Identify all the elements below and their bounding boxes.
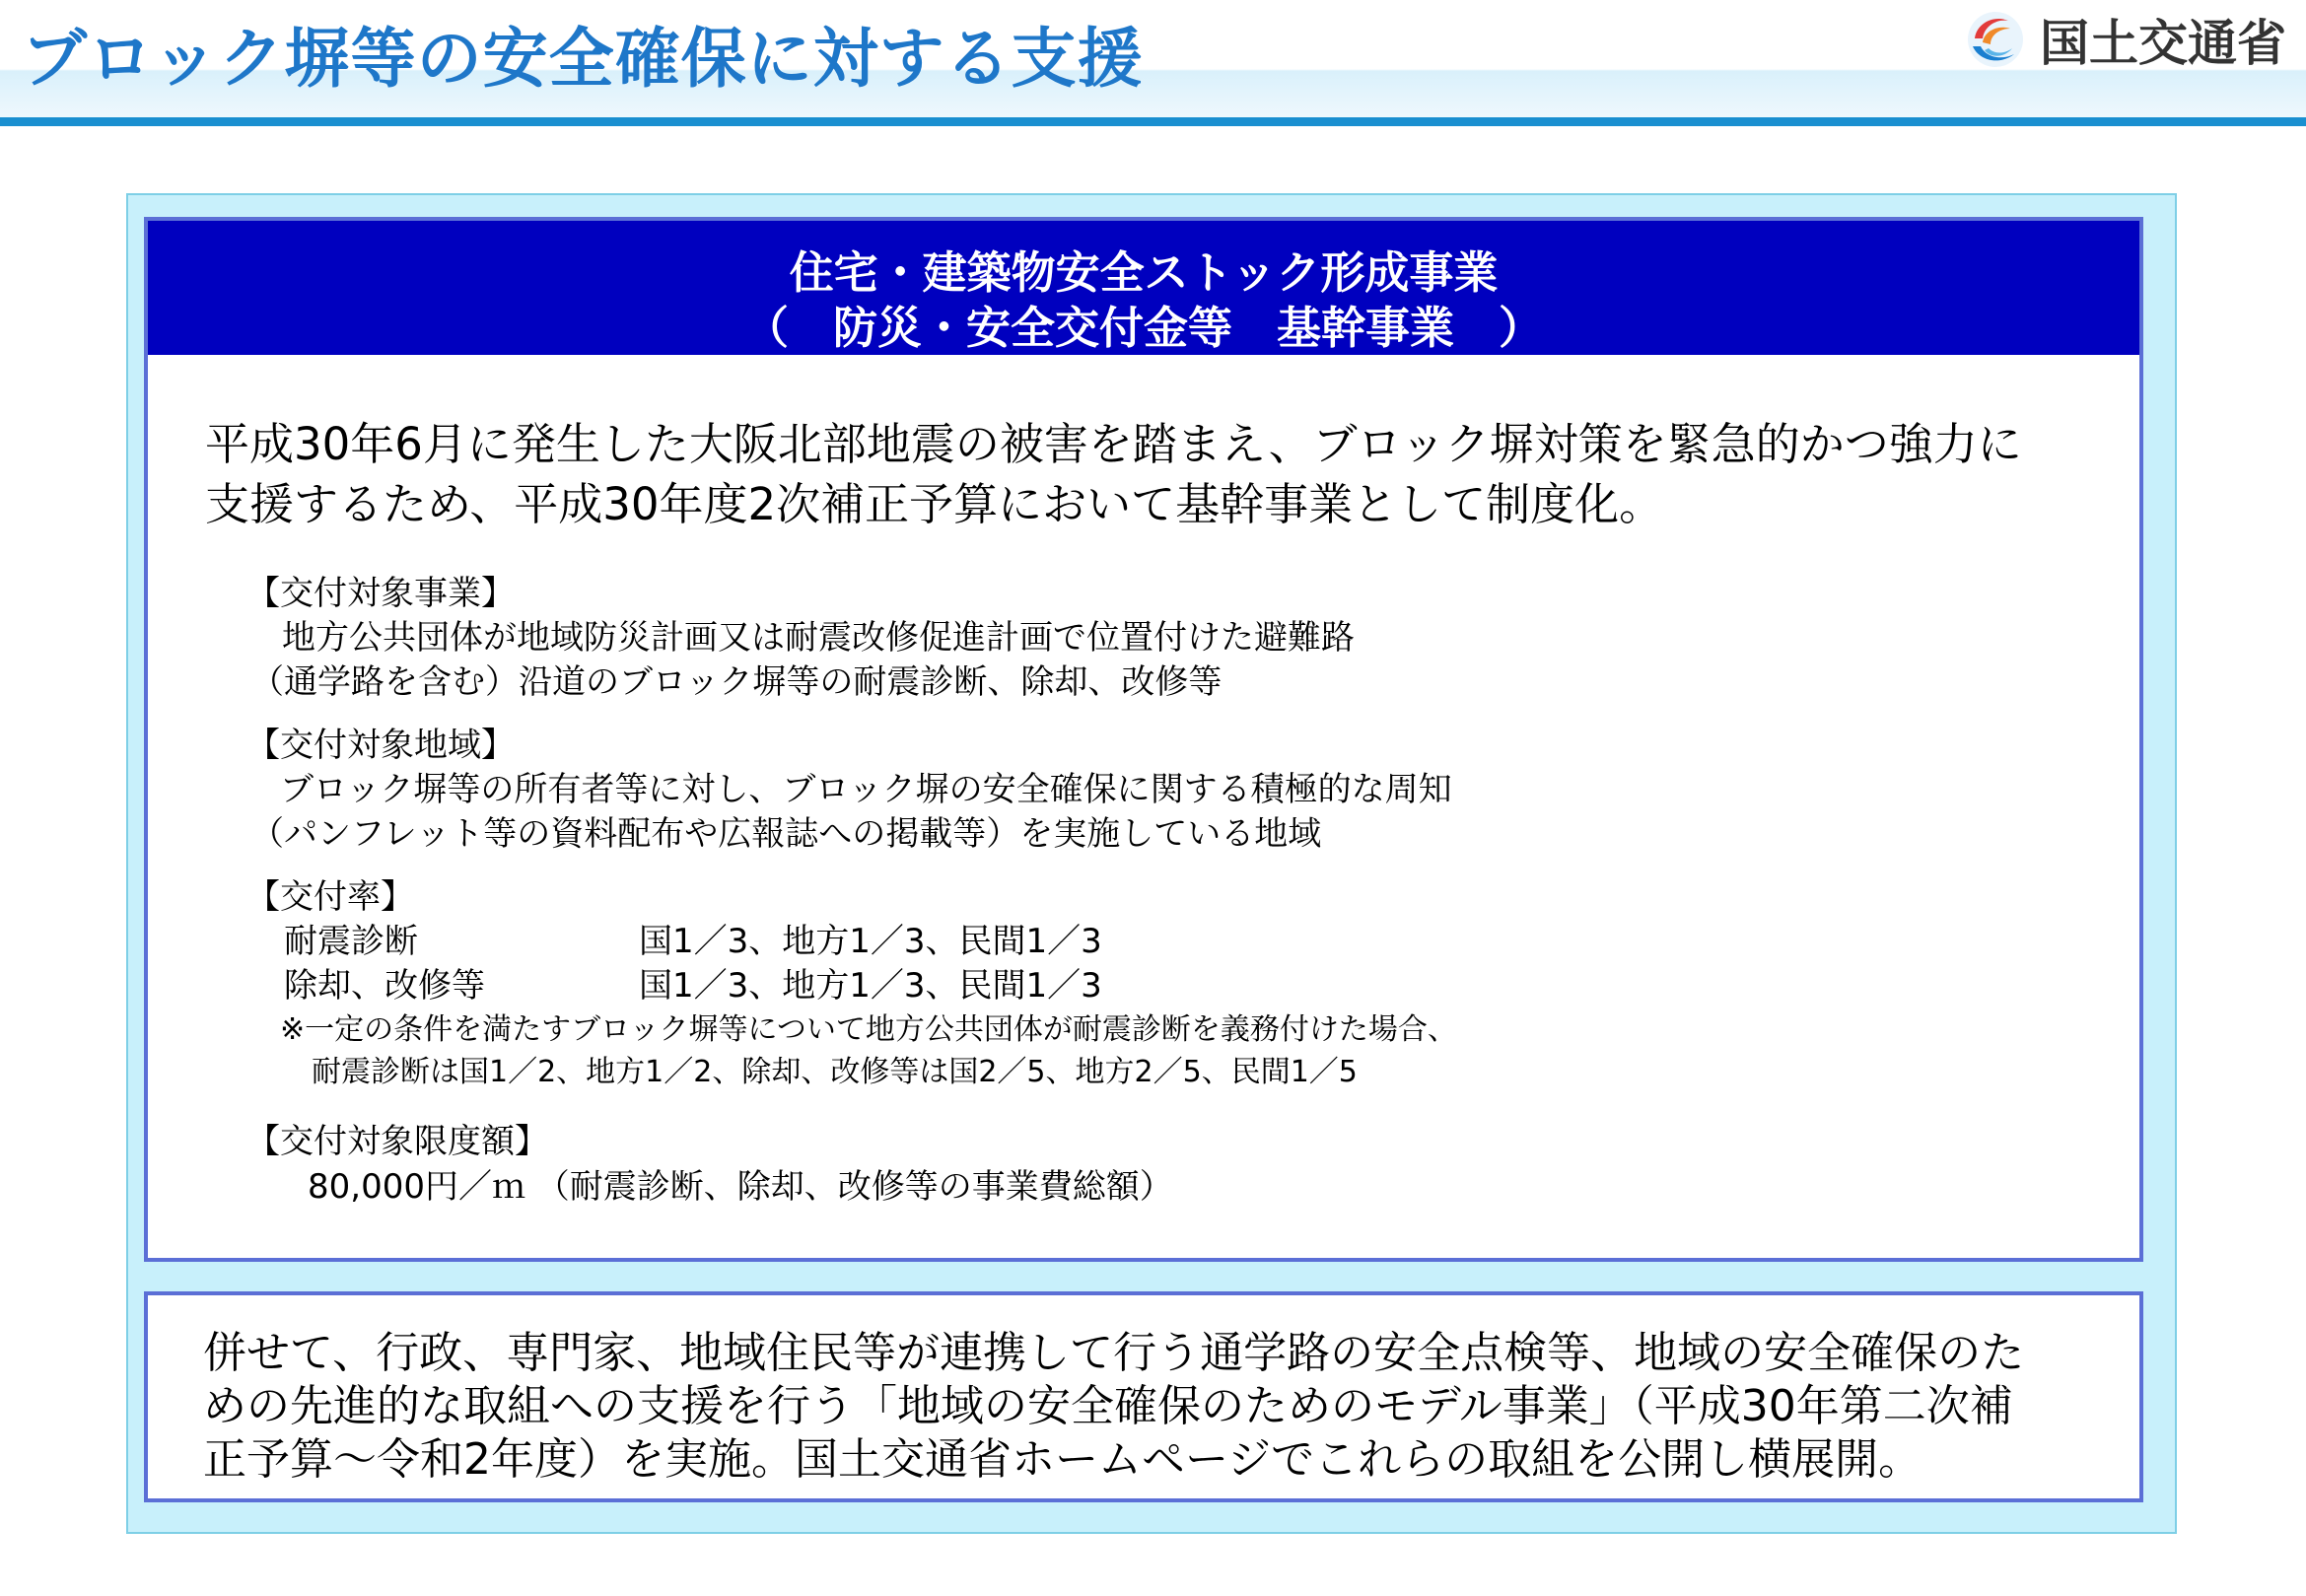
intro-line: 支援するため、平成30年度2次補正予算において基幹事業として制度化。 — [205, 478, 1664, 530]
model-project-line: めの先進的な取組への支援を行う「地域の安全確保のためのモデル事業」（平成30年第二次補 — [203, 1381, 2013, 1431]
program-category: （ 防災・安全交付金等 基幹事業 ） — [743, 302, 1543, 354]
program-box — [144, 217, 2143, 1262]
target-projects-line: 地方公共団体が地域防災計画又は耐震改修促進計画で位置付けた避難路 — [282, 618, 1355, 658]
mlit-swirl-logo-icon — [1965, 9, 2026, 70]
rates-note: 耐震診断は国1／2、地方1／2、除却、改修等は国2／5、地方2／5、民間1／5 — [312, 1055, 1358, 1089]
rate-value: 国1／3、地方1／3、民間1／3 — [639, 922, 1102, 961]
title-underline — [0, 117, 2306, 126]
program-name: 住宅・建築物安全ストック形成事業 — [789, 246, 1499, 299]
intro-line: 平成30年6月に発生した大阪北部地震の被害を踏まえ、ブロック塀対策を緊急的かつ強力に — [205, 418, 2022, 470]
target-projects-heading: 【交付対象事業】 — [246, 574, 515, 613]
page-title: ブロック塀等の安全確保に対する支援 — [22, 21, 1144, 97]
ministry-name: 国土交通省 — [2040, 15, 2286, 72]
target-projects-line: （通学路を含む）沿道のブロック塀等の耐震診断、除却、改修等 — [250, 662, 1223, 702]
rate-item: 除却、改修等 — [284, 966, 485, 1006]
model-project-line: 併せて、行政、専門家、地域住民等が連携して行う通学路の安全点検等、地域の安全確保のた — [203, 1328, 2025, 1378]
rate-item: 耐震診断 — [284, 922, 418, 961]
rates-heading: 【交付率】 — [246, 877, 414, 917]
model-project-line: 正予算～令和2年度）を実施。国土交通省ホームページでこれらの取組を公開し横展開。 — [203, 1434, 1922, 1485]
target-areas-line: （パンフレット等の資料配布や広報誌への掲載等）を実施している地域 — [250, 814, 1322, 854]
limit-heading: 【交付対象限度額】 — [246, 1122, 548, 1161]
model-project-box — [144, 1291, 2143, 1502]
rates-note: ※一定の条件を満たすブロック塀等について地方公共団体が耐震診断を義務付けた場合、 — [280, 1012, 1457, 1047]
model-project-text — [203, 1327, 2106, 1487]
target-areas-heading: 【交付対象地域】 — [246, 726, 515, 765]
program-header — [148, 221, 2139, 355]
program-intro — [205, 414, 2108, 534]
ministry-logo — [1965, 6, 2286, 73]
limit-value: 80,000円／ｍ （耐震診断、除却、改修等の事業費総額） — [308, 1167, 1173, 1207]
target-areas-line: ブロック塀等の所有者等に対し、ブロック塀の安全確保に関する積極的な周知 — [280, 770, 1452, 809]
rate-value: 国1／3、地方1／3、民間1／3 — [639, 966, 1102, 1006]
